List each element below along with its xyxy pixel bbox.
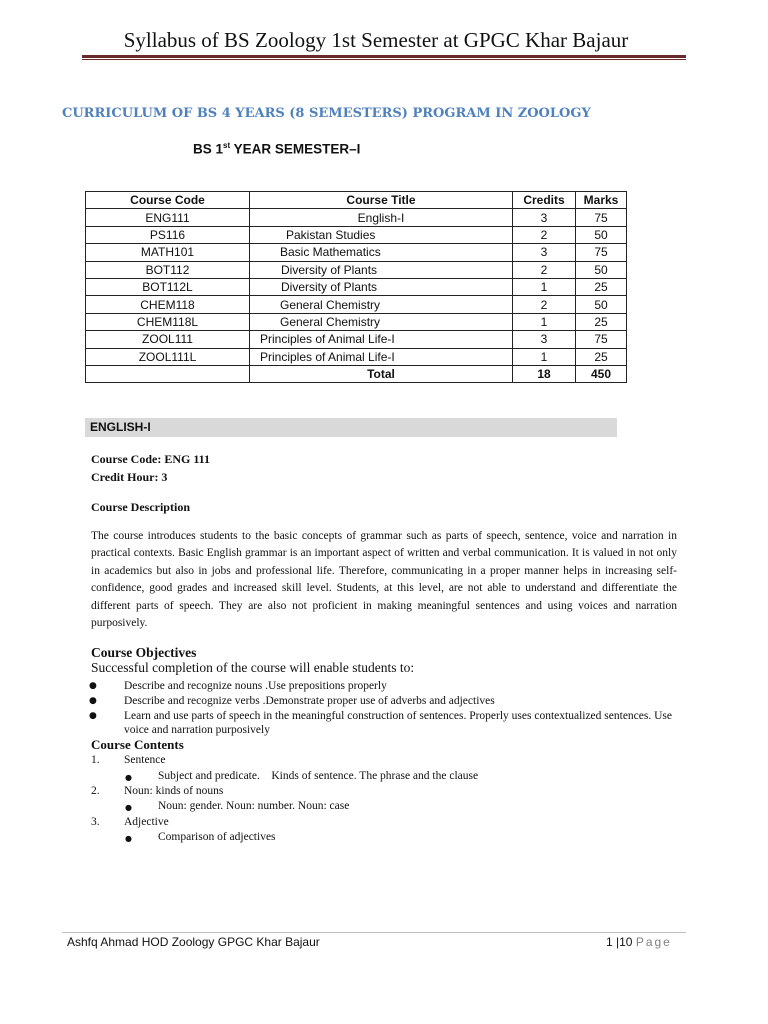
cell-course-title: Diversity of Plants <box>250 278 513 295</box>
cell-course-code: ZOOL111L <box>86 348 250 365</box>
cell-course-title: Basic Mathematics <box>250 244 513 261</box>
cell-total-label: Total <box>250 365 513 382</box>
semester-heading <box>193 141 360 157</box>
bullet-icon: ● <box>89 696 97 706</box>
objectives-intro: Successful completion of the course will enable students to: <box>91 660 415 675</box>
cell-credits: 3 <box>513 331 576 348</box>
contents-heading: Course Contents <box>91 737 184 752</box>
course-code: Course Code: ENG 111 <box>91 452 211 466</box>
sub-bullet-icon: ● <box>125 834 132 843</box>
cell-course-code: ZOOL111 <box>86 331 250 348</box>
table-header-row <box>86 192 627 209</box>
table-row <box>86 226 627 243</box>
cell-credits: 2 <box>513 261 576 278</box>
cell-total-credits: 18 <box>513 365 576 382</box>
cell-course-title: General Chemistry <box>250 296 513 313</box>
course-description: The course introduces students to the basic concepts of grammar such as parts of speech, sentence, voice and narration in practical contexts. Basic English grammar is an important aspect of written and verbal communication. It is valued in not only in academics but also in jobs and professional life. Therefore, communicating in a proper manner helps in increasing self-confidence, good grades and increased skill level. Students, at this level, are not able to understand and differentiate the different parts of speech. They are also not proficient in making meaningful sentences and using voices and narration purposively. <box>91 530 677 630</box>
cell-credits: 1 <box>513 313 576 330</box>
cell-course-code: MATH101 <box>86 244 250 261</box>
header-course-title: Course Title <box>250 192 513 209</box>
cell-marks: 50 <box>576 261 627 278</box>
cell-marks: 25 <box>576 348 627 365</box>
page-word: Page <box>635 935 672 949</box>
header-credits: Credits <box>513 192 576 209</box>
sub-bullet-icon: ● <box>125 803 132 812</box>
content-item: Sentence <box>124 754 166 766</box>
cell-credits: 3 <box>513 244 576 261</box>
table-row <box>86 278 627 295</box>
footer-author: Ashfq Ahmad HOD Zoology GPGC Khar Bajaur <box>67 935 320 949</box>
table-row <box>86 209 627 226</box>
cell-total-marks: 450 <box>576 365 627 382</box>
content-item: Noun: kinds of nouns <box>124 785 224 797</box>
objective-item: Describe and recognize nouns .Use prepositions properly <box>124 680 387 692</box>
table-row <box>86 296 627 313</box>
cell-course-title: English-I <box>250 209 513 226</box>
header-marks: Marks <box>576 192 627 209</box>
cell-course-title: Principles of Animal Life-I <box>250 348 513 365</box>
cell-marks: 75 <box>576 244 627 261</box>
cell-marks: 50 <box>576 226 627 243</box>
bullet-icon: ● <box>89 681 97 691</box>
cell-course-title: Diversity of Plants <box>250 261 513 278</box>
content-number: 2. <box>91 785 100 797</box>
footer-page-number <box>606 935 672 949</box>
objective-item: Describe and recognize verbs .Demonstrate proper use of adverbs and adjectives <box>124 695 495 707</box>
course-table <box>85 191 627 383</box>
sub-bullet-icon: ● <box>125 773 132 782</box>
section-title-bar <box>85 418 617 437</box>
content-subitem: Noun: gender. Noun: number. Noun: case <box>158 800 350 812</box>
cell-credits: 3 <box>513 209 576 226</box>
description-heading: Course Description <box>91 500 190 514</box>
cell-marks: 25 <box>576 278 627 295</box>
header-rule-thin <box>82 59 686 60</box>
objectives-heading: Course Objectives <box>91 645 197 660</box>
content-subitem: Subject and predicate. Kinds of sentence. The phrase and the clause <box>158 770 479 782</box>
header-rule-thick <box>82 55 686 58</box>
cell-course-code: CHEM118L <box>86 313 250 330</box>
cell-total-empty <box>86 365 250 382</box>
cell-course-code: BOT112 <box>86 261 250 278</box>
objective-item: Learn and use parts of speech in the meaningful construction of sentences. Properly uses contextualized sentences. Use voice and narration purposively <box>124 710 672 737</box>
content-subitem: Comparison of adjectives <box>158 831 276 843</box>
table-row <box>86 313 627 330</box>
header-course-code: Course Code <box>86 192 250 209</box>
bullet-icon: ● <box>89 711 97 721</box>
content-number: 1. <box>91 754 100 766</box>
cell-course-title: Pakistan Studies <box>250 226 513 243</box>
cell-course-code: CHEM118 <box>86 296 250 313</box>
semester-prefix: BS 1 <box>193 141 224 157</box>
cell-credits: 1 <box>513 348 576 365</box>
footer-rule <box>62 932 686 933</box>
page-number: 1 |10 <box>606 935 633 949</box>
cell-credits: 1 <box>513 278 576 295</box>
table-row <box>86 261 627 278</box>
semester-suffix: YEAR SEMESTER–I <box>230 141 361 157</box>
cell-credits: 2 <box>513 226 576 243</box>
table-row <box>86 331 627 348</box>
curriculum-heading: CURRICULUM OF BS 4 YEARS (8 SEMESTERS) PROGRAM IN ZOOLOGY <box>62 106 591 121</box>
cell-credits: 2 <box>513 296 576 313</box>
cell-course-code: ENG111 <box>86 209 250 226</box>
cell-course-title: General Chemistry <box>250 313 513 330</box>
content-item: Adjective <box>124 816 169 828</box>
credit-hour: Credit Hour: 3 <box>91 470 168 484</box>
cell-marks: 75 <box>576 331 627 348</box>
table-row <box>86 244 627 261</box>
table-row <box>86 348 627 365</box>
cell-course-code: BOT112L <box>86 278 250 295</box>
cell-marks: 50 <box>576 296 627 313</box>
cell-course-title: Principles of Animal Life-I <box>250 331 513 348</box>
content-number: 3. <box>91 816 100 828</box>
section-title: ENGLISH-I <box>90 420 151 434</box>
table-total-row <box>86 365 627 382</box>
cell-marks: 75 <box>576 209 627 226</box>
semester-superscript: st <box>223 141 231 150</box>
cell-marks: 25 <box>576 313 627 330</box>
cell-course-code: PS116 <box>86 226 250 243</box>
page-header-title: Syllabus of BS Zoology 1st Semester at GPGC Khar Bajaur <box>123 28 629 52</box>
